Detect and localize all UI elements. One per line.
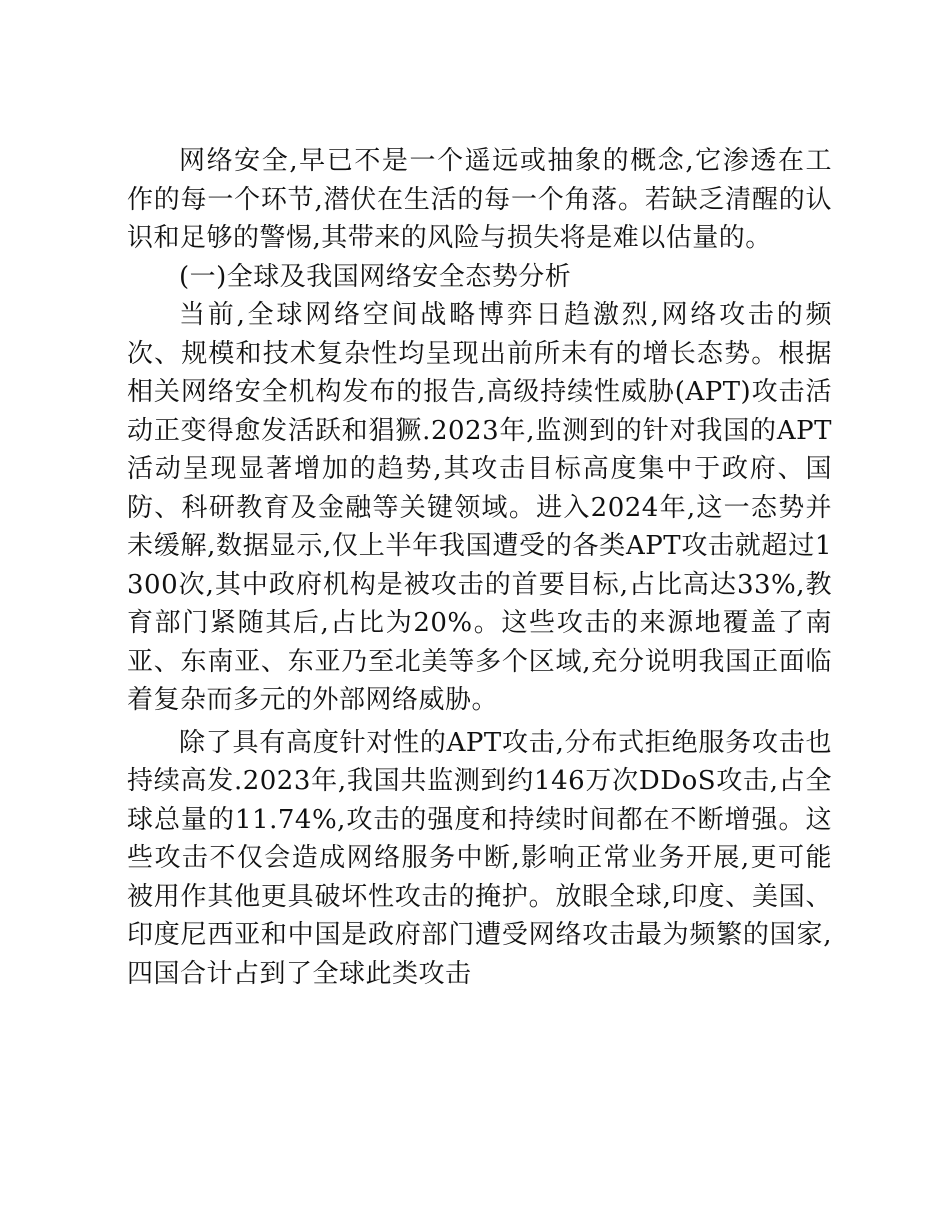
paragraph-intro: 网络安全,早已不是一个遥远或抽象的概念,它渗透在工作的每一个环节,潜伏在生活的每一个角落。若缺乏清醒的认识和足够的警惕,其带来的风险与损失将是难以估量的。 [127, 146, 832, 253]
document-page [127, 142, 832, 993]
paragraph-apt: 当前,全球网络空间战略博弈日趋激烈,网络攻击的频次、规模和技术复杂性均呈现出前所未有的增长态势。根据相关网络安全机构发布的报告,高级持续性威胁(APT)攻击活动正变得愈发活跃和猖獗.2023年,监测到的针对我国的APT活动呈现显著增加的趋势,其攻击目标高度集中于政府、国防、科研教育及金融等关键领域。进入2024年,这一态势并未缓解,数据显示,仅上半年我国遭受的各类APT攻击就超过1300次,其中政府机构是被攻击的首要目标,占比高达33%,教育部门紧随其后,占比为20%。这些攻击的来源地覆盖了南亚、东南亚、东亚乃至北美等多个区域,充分说明我国正面临着复杂而多元的外部网络威胁。 [127, 300, 832, 715]
section-heading: (一)全球及我国网络安全态势分析 [179, 261, 572, 292]
paragraph-ddos: 除了具有高度针对性的APT攻击,分布式拒绝服务攻击也持续高发.2023年,我国共监测到约146万次DDoS攻击,占全球总量的11.74%,攻击的强度和持续时间都在不断增强。这些攻击不仅会造成网络服务中断,影响正常业务开展,更可能被用作其他更具破坏性攻击的掩护。放眼全球,印度、美国、印度尼西亚和中国是政府部门遭受网络攻击最为频繁的国家,四国合计占到了全球此类攻击 [127, 727, 832, 989]
